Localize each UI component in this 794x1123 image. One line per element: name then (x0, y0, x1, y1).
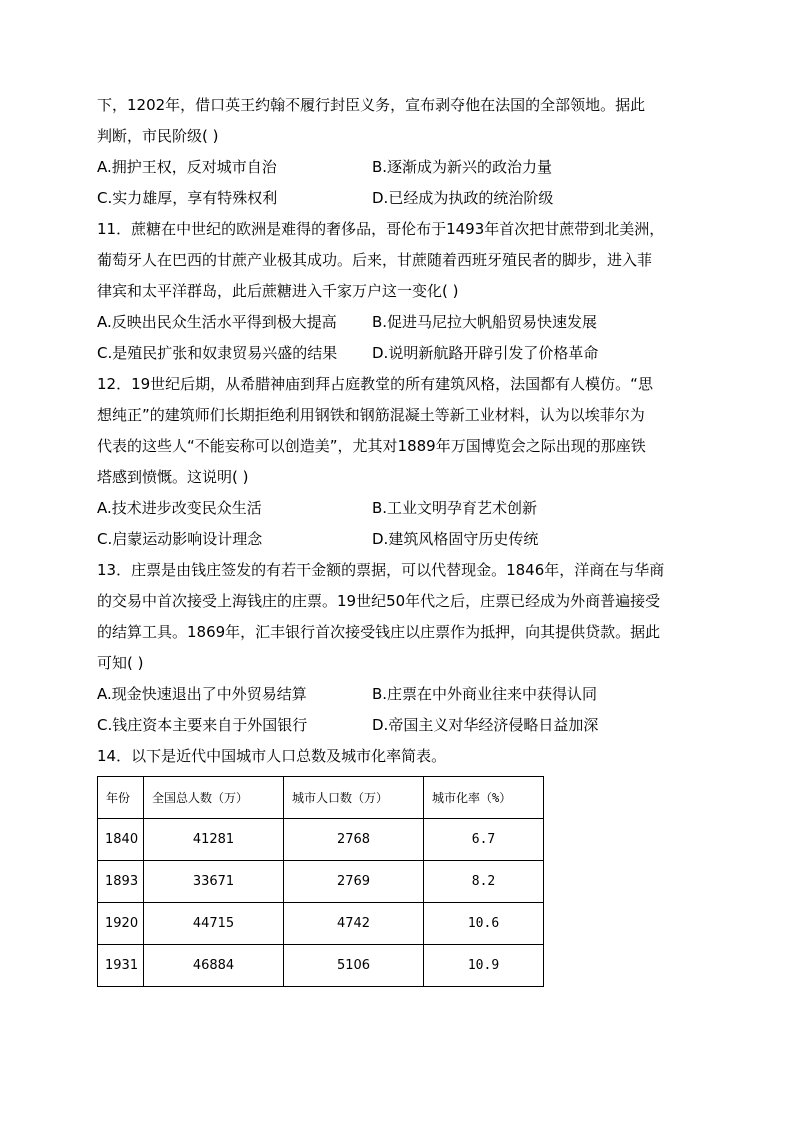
header-total-population: 全国总人数（万） (144, 777, 284, 819)
option-b[interactable]: B.促进马尼拉大帆船贸易快速发展 (372, 313, 598, 331)
cell-total: 46884 (144, 945, 284, 987)
option-a[interactable]: A.反映出民众生活水平得到极大提高 (97, 313, 337, 331)
page-content (97, 90, 707, 987)
cell-total: 44715 (144, 903, 284, 945)
question-text-line: 下，1202年，借口英王约翰不履行封臣义务，宣布剥夺他在法国的全部领地。据此 (97, 96, 646, 114)
header-year: 年份 (98, 777, 144, 819)
option-d[interactable]: D.建筑风格固守历史传统 (372, 530, 539, 548)
population-table (97, 776, 544, 987)
option-a[interactable]: A.现金快速退出了中外贸易结算 (97, 685, 307, 703)
table-header-row (98, 777, 544, 819)
option-row (97, 524, 707, 555)
question-10 (97, 90, 707, 214)
option-row (97, 679, 707, 710)
option-b[interactable]: B.工业文明孕育艺术创新 (372, 499, 538, 517)
cell-rate: 10.6 (424, 903, 544, 945)
table-row (98, 903, 544, 945)
table-row (98, 945, 544, 987)
question-13 (97, 555, 707, 741)
question-12 (97, 369, 707, 555)
question-11 (97, 214, 707, 369)
option-b[interactable]: B.庄票在中外商业往来中获得认同 (372, 685, 598, 703)
option-c[interactable]: C.启蒙运动影响设计理念 (97, 530, 263, 548)
question-text-line: 葡萄牙人在巴西的甘蔗产业极其成功。后来，甘蔗随着西班牙殖民者的脚步，进入菲 (97, 251, 653, 269)
option-c[interactable]: C.是殖民扩张和奴隶贸易兴盛的结果 (97, 344, 338, 362)
option-d[interactable]: D.已经成为执政的统治阶级 (372, 189, 554, 207)
option-b[interactable]: B.逐渐成为新兴的政治力量 (372, 158, 553, 176)
question-14 (97, 741, 707, 987)
option-row (97, 307, 707, 338)
question-text-line: 的交易中首次接受上海钱庄的庄票。19世纪50年代之后，庄票已经成为外商普遍接受 (97, 592, 661, 610)
option-row (97, 710, 707, 741)
header-urbanization-rate: 城市化率（%） (424, 777, 544, 819)
cell-rate: 8.2 (424, 861, 544, 903)
question-text-line: 12．19世纪后期，从希腊神庙到拜占庭教堂的所有建筑风格，法国都有人模仿。“思 (97, 375, 653, 393)
question-text-line: 代表的这些人“不能妄称可以创造美”，尤其对1889年万国博览会之际出现的那座铁 (97, 437, 646, 455)
table-row (98, 819, 544, 861)
question-text-line: 塔感到愤慨。这说明( ) (97, 468, 249, 486)
table-row (98, 861, 544, 903)
cell-year: 1840 (98, 819, 144, 861)
option-c[interactable]: C.钱庄资本主要来自于外国银行 (97, 716, 308, 734)
cell-rate: 10.9 (424, 945, 544, 987)
question-text-line: 律宾和太平洋群岛，此后蔗糖进入千家万户这一变化( ) (97, 282, 459, 300)
option-row (97, 338, 707, 369)
header-urban-population: 城市人口数（万） (284, 777, 424, 819)
question-text-line: 可知( ) (97, 654, 144, 672)
option-row (97, 152, 707, 183)
option-a[interactable]: A.拥护王权，反对城市自治 (97, 158, 277, 176)
question-text-line: 13．庄票是由钱庄签发的有若干金额的票据，可以代替现金。1846年，洋商在与华商 (97, 561, 665, 579)
option-d[interactable]: D.说明新航路开辟引发了价格革命 (372, 344, 599, 362)
cell-rate: 6.7 (424, 819, 544, 861)
option-a[interactable]: A.技术进步改变民众生活 (97, 499, 262, 517)
option-row (97, 493, 707, 524)
question-text-line: 11．蔗糖在中世纪的欧洲是难得的奢侈品，哥伦布于1493年首次把甘蔗带到北美洲， (97, 220, 665, 238)
question-text-line: 14．以下是近代中国城市人口总数及城市化率简表。 (97, 747, 447, 765)
cell-urban: 2769 (284, 861, 424, 903)
question-text-line: 想纯正”的建筑师们长期拒绝利用钢铁和钢筋混凝土等新工业材料，认为以埃菲尔为 (97, 406, 645, 424)
cell-urban: 5106 (284, 945, 424, 987)
cell-urban: 2768 (284, 819, 424, 861)
question-text-line: 的结算工具。1869年，汇丰银行首次接受钱庄以庄票作为抵押，向其提供贷款。据此 (97, 623, 661, 641)
option-row (97, 183, 707, 214)
cell-total: 41281 (144, 819, 284, 861)
question-text-line: 判断，市民阶级( ) (97, 127, 219, 145)
cell-year: 1893 (98, 861, 144, 903)
cell-urban: 4742 (284, 903, 424, 945)
cell-year: 1931 (98, 945, 144, 987)
cell-year: 1920 (98, 903, 144, 945)
option-d[interactable]: D.帝国主义对华经济侵略日益加深 (372, 716, 599, 734)
option-c[interactable]: C.实力雄厚，享有特殊权利 (97, 189, 278, 207)
cell-total: 33671 (144, 861, 284, 903)
